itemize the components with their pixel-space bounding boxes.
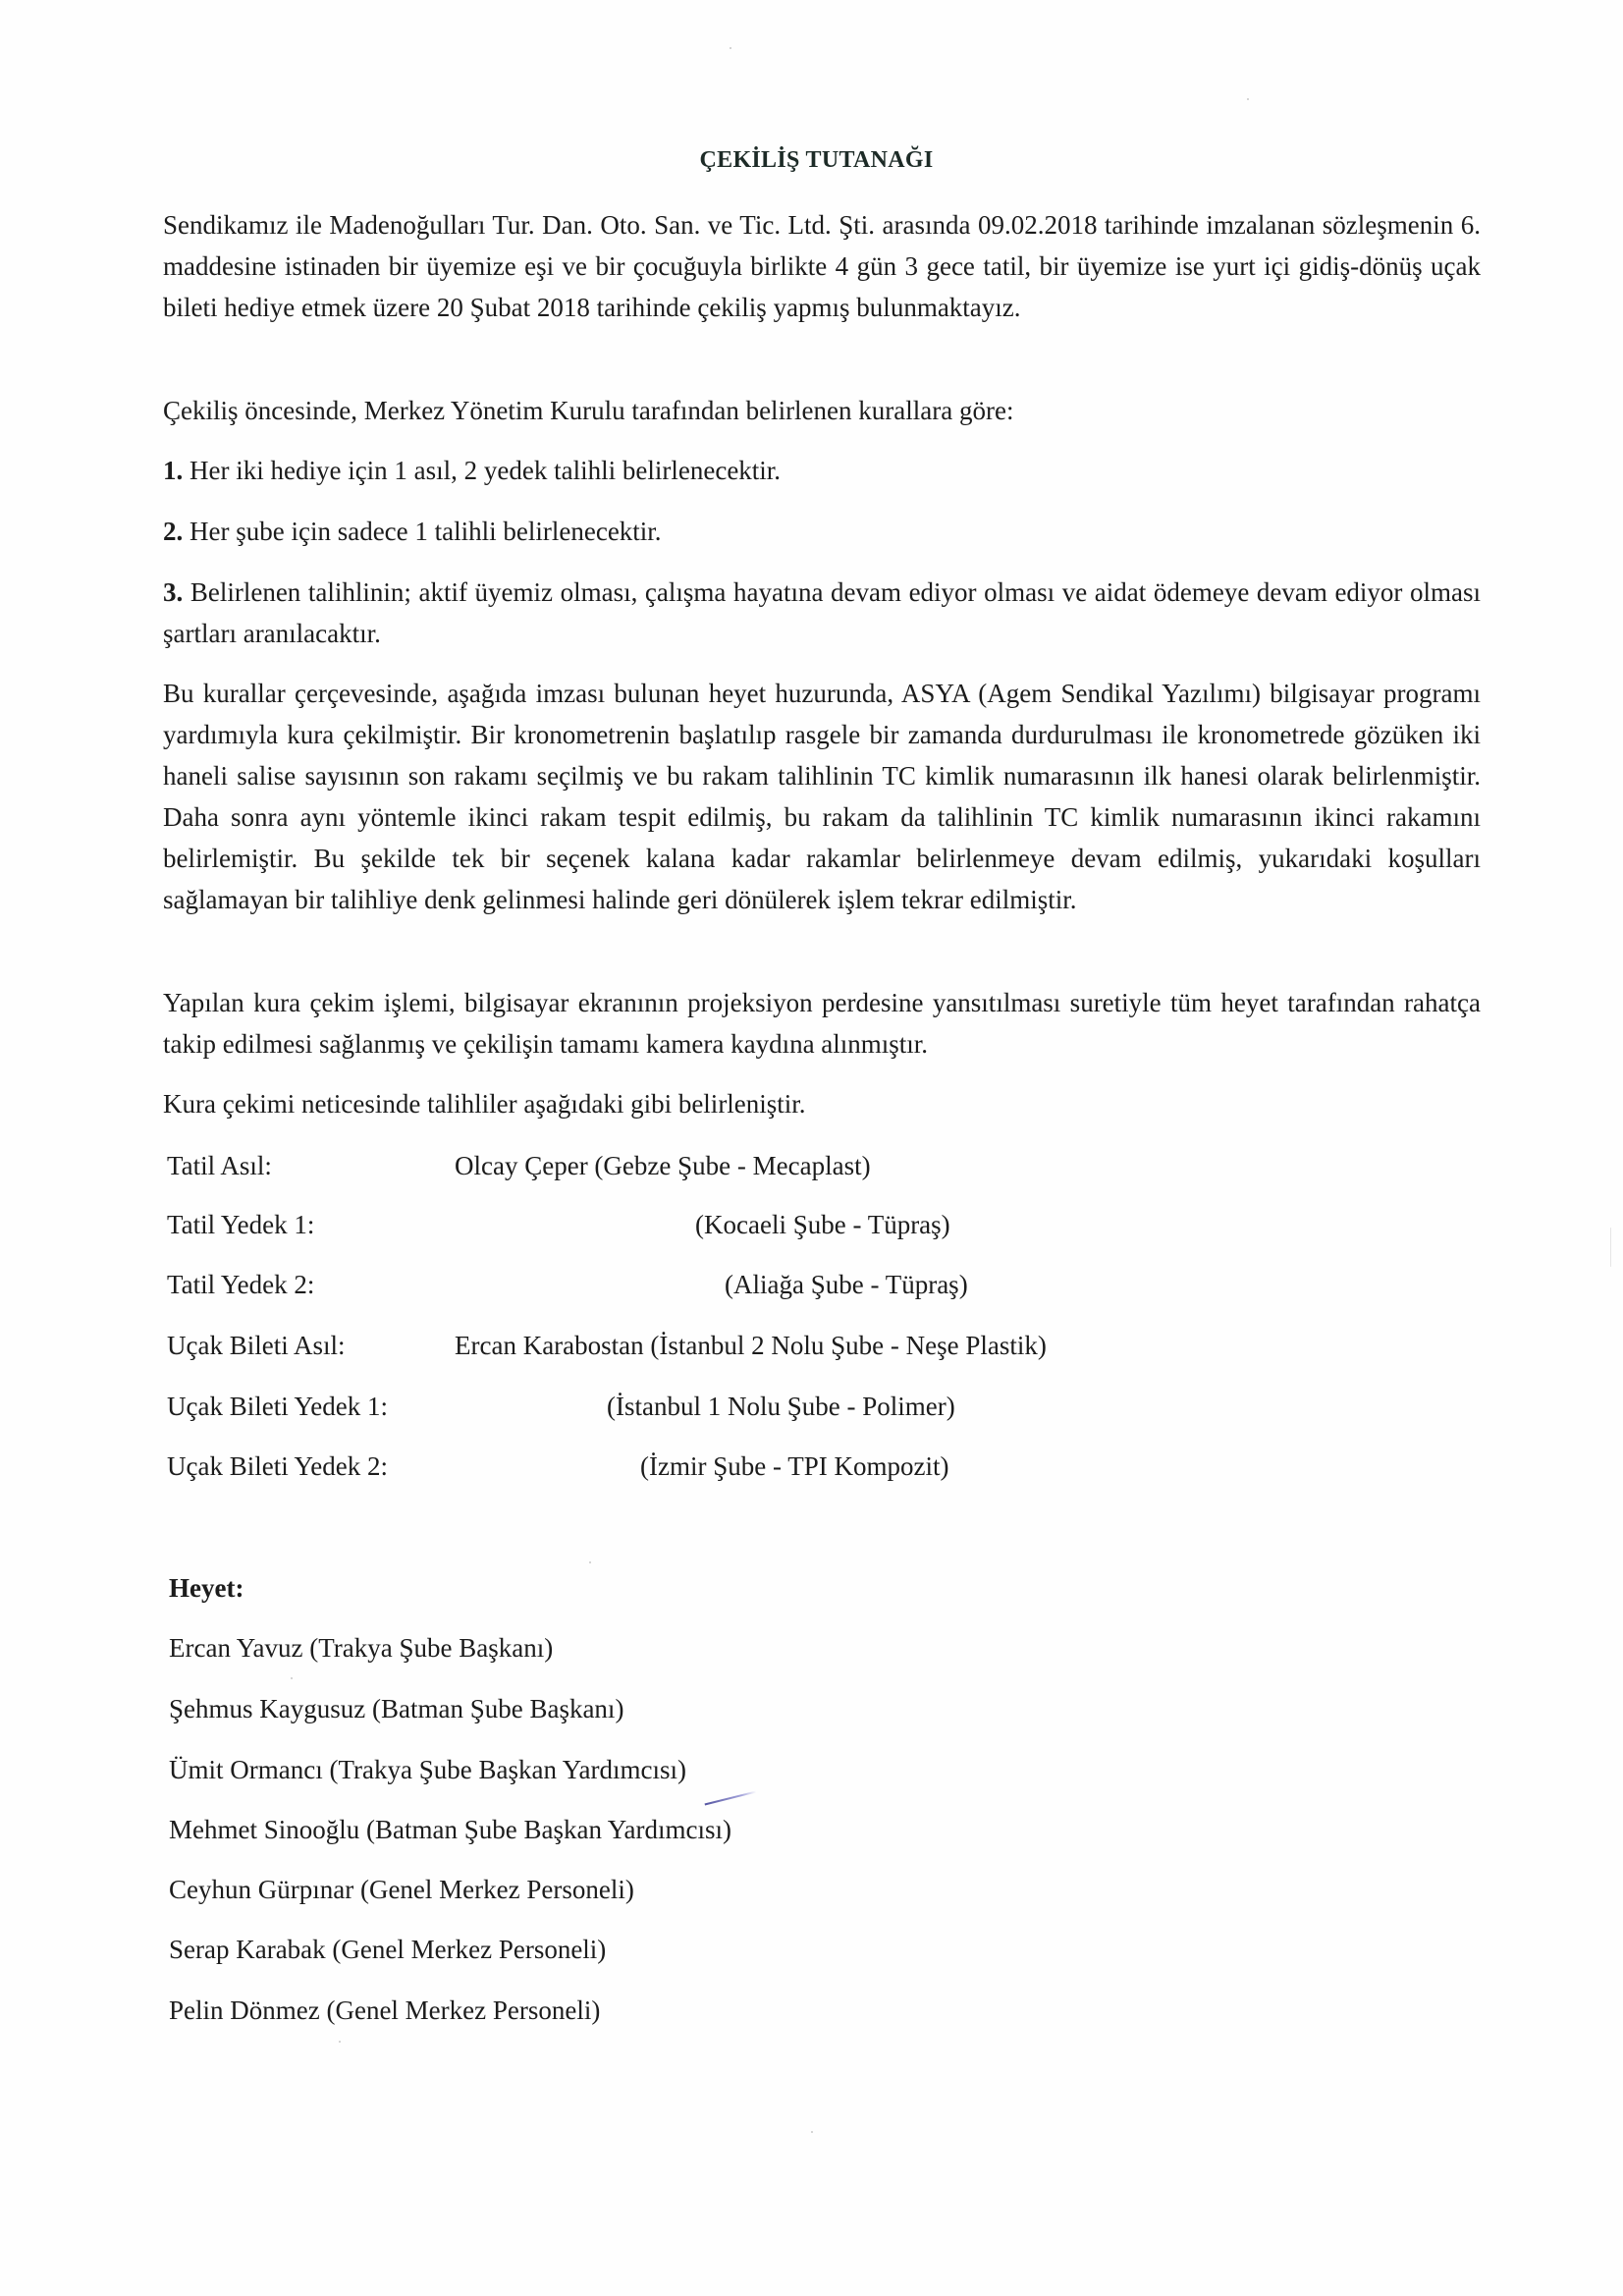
committee-member: Ceyhun Gürpınar (Genel Merkez Personeli) (169, 1875, 634, 1904)
document-title: ÇEKİLİŞ TUTANAĞI (699, 147, 934, 173)
committee-member: Ümit Ormancı (Trakya Şube Başkan Yardımcısı) (169, 1755, 686, 1784)
rules-intro-text: Çekiliş öncesinde, Merkez Yönetim Kurulu tarafından belirlenen kurallara göre: (163, 396, 1014, 425)
intro-text: Sendikamız ile Madenoğulları Tur. Dan. Oto. San. ve Tic. Ltd. Şti. arasında 09.02.2018 tarihinde imzalanan sözleşmenin 6. maddesine istinaden bir üyemize eşi ve bir çocuğuyla birlikte 4 gün 3 gece tatil, bir üyemize ise yurt içi gidiş-dönüş uçak bileti hediye etmek üzere 20 Şubat 2018 tarihinde çekiliş yapmış bulunmaktayız. (163, 210, 1481, 322)
scan-speck (811, 2131, 813, 2133)
rule-number: 1. (163, 456, 184, 485)
method-paragraph (163, 673, 1481, 920)
committee-member: Serap Karabak (Genel Merkez Personeli) (169, 1935, 607, 1964)
results-intro-text: Kura çekimi neticesinde talihliler aşağıdaki gibi belirleniştir. (163, 1089, 806, 1119)
projection-paragraph (163, 982, 1481, 1065)
rule-item-2 (163, 511, 1481, 552)
result-value: (Aliağa Şube - Tüpraş) (725, 1270, 968, 1299)
result-label: Uçak Bileti Yedek 2: (167, 1451, 388, 1481)
rule-text: Her şube için sadece 1 talihli belirlenecektir. (189, 517, 662, 546)
result-label: Tatil Asıl: (167, 1151, 272, 1180)
results-intro (163, 1083, 1481, 1124)
rule-text: Her iki hediye için 1 asıl, 2 yedek talihli belirlenecektir. (189, 456, 782, 485)
scan-speck (730, 47, 731, 49)
intro-paragraph (163, 204, 1481, 328)
method-text: Bu kurallar çerçevesinde, aşağıda imzası bulunan heyet huzurunda, ASYA (Agem Sendikal Yazılımı) bilgisayar programı yardımıyla kura çekilmiştir. Bir kronometrenin başlatılıp rasgele bir zamanda durdurulması ile kronometrede gözüken iki haneli salise sayısının son rakamı seçilmiş ve bu rakam talihlinin TC kimlik numarasının ilk hanesi olarak belirlenmiştir. Daha sonra aynı yöntemle ikinci rakam tespit edilmiş, bu rakam da talihlinin TC kimlik numarasının ikinci rakamını belirlemiştir. Bu şekilde tek bir seçenek kalana kadar rakamlar belirlenmeye devam edilmiş, yukarıdaki koşulları sağlamayan bir talihliye denk gelinmesi halinde geri dönülerek işlem tekrar edilmiştir. (163, 679, 1481, 914)
projection-text: Yapılan kura çekim işlemi, bilgisayar ekranının projeksiyon perdesine yansıtılması suretiyle tüm heyet tarafından rahatça takip edilmesi sağlanmış ve çekilişin tamamı kamera kaydına alınmıştır. (163, 988, 1481, 1059)
rule-item-3 (163, 572, 1481, 654)
result-value: Olcay Çeper (Gebze Şube - Mecaplast) (455, 1151, 871, 1180)
committee-member: Mehmet Sinooğlu (Batman Şube Başkan Yardımcısı) (169, 1815, 731, 1844)
scan-edge (1610, 1228, 1611, 1267)
result-value: Ercan Karabostan (İstanbul 2 Nolu Şube - Neşe Plastik) (455, 1331, 1047, 1360)
result-label: Tatil Yedek 2: (167, 1270, 315, 1299)
scan-speck (1247, 98, 1249, 100)
committee-heading: Heyet: (169, 1573, 244, 1603)
result-label: Uçak Bileti Yedek 1: (167, 1392, 388, 1421)
scan-speck (339, 2041, 341, 2043)
committee-member: Pelin Dönmez (Genel Merkez Personeli) (169, 1995, 601, 2025)
rule-item-1 (163, 450, 1481, 491)
rule-text: Belirlenen talihlinin; aktif üyemiz olması, çalışma hayatına devam ediyor olması ve aidat ödemeye devam ediyor olması şartları aranılacaktır. (163, 577, 1482, 648)
rule-number: 3. (163, 577, 184, 607)
committee-member: Şehmus Kaygusuz (Batman Şube Başkanı) (169, 1694, 624, 1723)
scan-speck (589, 1561, 591, 1563)
scan-speck (291, 1677, 293, 1679)
result-value: (Kocaeli Şube - Tüpraş) (695, 1210, 950, 1239)
result-label: Uçak Bileti Asıl: (167, 1331, 346, 1360)
rules-intro (163, 390, 1481, 431)
ink-mark (705, 1790, 757, 1805)
result-value: (İstanbul 1 Nolu Şube - Polimer) (607, 1392, 955, 1421)
rule-number: 2. (163, 517, 184, 546)
result-label: Tatil Yedek 1: (167, 1210, 315, 1239)
result-value: (İzmir Şube - TPI Kompozit) (640, 1451, 949, 1481)
committee-member: Ercan Yavuz (Trakya Şube Başkanı) (169, 1633, 554, 1663)
